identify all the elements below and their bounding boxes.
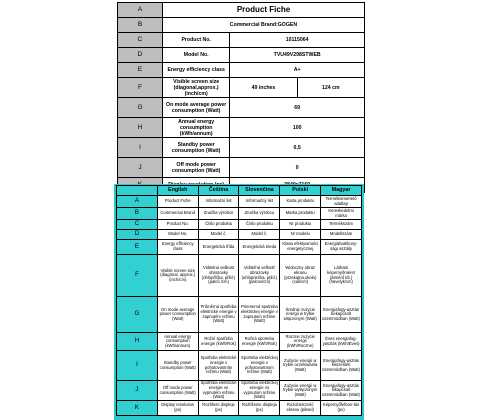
product-fiche-table — [117, 2, 365, 193]
fiche-row-g — [118, 98, 365, 118]
translation-cell: Product Fiche — [157, 196, 198, 208]
row-letter: E — [117, 240, 158, 255]
header-slovak: Slovenčina — [239, 186, 280, 196]
row-letter: I — [117, 351, 158, 381]
translation-cell: Annual energy consumption (kWh/annum) — [157, 333, 198, 351]
translation-cell: Energiahatékony-sági osztály — [321, 240, 362, 255]
translation-cell: On mode average power consumption (Watt) — [157, 297, 198, 333]
translation-cell: Średnie zużycie energii w trybie włączonym (Watt) — [280, 297, 321, 333]
translation-cell: Modellszám — [321, 230, 362, 240]
translation-cell: Nr produktu — [280, 220, 321, 230]
translation-cell: Energiafogy-asztás kikapcsolt üzemmódban (Watt) — [321, 381, 362, 401]
translation-cell: Energetická trieda — [239, 240, 280, 255]
translation-row — [117, 208, 362, 220]
translation-cell: Látható képernyőméret (átmérő kb.) (hüvelyk/cm) — [321, 255, 362, 297]
translation-cell: Energetická třída — [198, 240, 239, 255]
translation-cell: Informační list — [198, 196, 239, 208]
translation-cell: Energy efficiency class — [157, 240, 198, 255]
header-hungarian: Magyar — [321, 186, 362, 196]
header-polish: Polski — [280, 186, 321, 196]
translation-cell: Visible screen size (diagonal, approx.) (inch/cm) — [157, 255, 198, 297]
translation-cell: Képernyőfelbon-tás (px) — [321, 401, 362, 416]
translation-cell: Spotřeba elektrické energie ve vypnutém režimu (Watt) — [198, 381, 239, 401]
translation-cell: Spotřeba elektrické energie v pohotovostním režimu (Watt) — [198, 351, 239, 381]
row-letter: J — [118, 158, 163, 178]
field-label: Model No. — [163, 48, 230, 63]
translation-cell: Roční spotřeba energie (kWh/Rok) — [198, 333, 239, 351]
field-label: Energy efficiency class — [163, 63, 230, 78]
field-value: 10115064 — [230, 33, 365, 48]
translation-cell: Commercial Brand — [157, 208, 198, 220]
fiche-row-c — [118, 33, 365, 48]
translation-row — [117, 196, 362, 208]
field-value: TVU49V298STWEB — [230, 48, 365, 63]
fiche-row-d — [118, 48, 365, 63]
commercial-brand: Commercial Brand:GOGEN — [163, 18, 365, 33]
translation-cell: Kereskedelmi márka — [321, 208, 362, 220]
translation-header-row — [117, 186, 362, 196]
field-value: 0,5 — [230, 138, 365, 158]
row-letter: G — [118, 98, 163, 118]
row-letter: I — [118, 138, 163, 158]
row-letter: C — [118, 33, 163, 48]
translation-row — [117, 381, 362, 401]
translation-cell: Product No. — [157, 220, 198, 230]
translation-cell: Model č. — [198, 230, 239, 240]
translation-cell: Značka výrobce — [198, 208, 239, 220]
translation-cell: Termékismertető adatlap — [321, 196, 362, 208]
field-value: 100 — [230, 118, 365, 138]
field-value: A+ — [230, 63, 365, 78]
translation-cell: Rozlíšenie displeja (px) — [239, 401, 280, 416]
translation-cell: Číslo produktu — [198, 220, 239, 230]
field-label: Standby power consumption (Watt) — [163, 138, 230, 158]
translation-row — [117, 297, 362, 333]
translation-cell: Ročná spotreba energie (kWh/Rok) — [239, 333, 280, 351]
translation-cell: Model č. — [239, 230, 280, 240]
row-letter: J — [117, 381, 158, 401]
header-english: English — [157, 186, 198, 196]
translation-row — [117, 333, 362, 351]
translation-cell: Nr modelu — [280, 230, 321, 240]
translation-cell: Off mode power consumption (Watt) — [157, 381, 198, 401]
translation-cell: Widoczny obraz ekranu (przekątna,około) (cali/cm) — [280, 255, 321, 297]
translation-cell: Viditeľná veľkosť obrazovky (uhlopriečka, pribl.) (palcov/cm) — [239, 255, 280, 297]
translation-cell: Roczne zużycie energii (kWh/Roczne) — [280, 333, 321, 351]
field-label: Visible screen size (diagonal,approx.) (inch/cm) — [163, 78, 230, 98]
row-letter: F — [118, 78, 163, 98]
translation-cell: Zużycie energii w trybie wyłączonym (Watt) — [280, 381, 321, 401]
translation-cell: Spotreba elektrickej energie vo vypnutom režime (Watt) — [239, 381, 280, 401]
translation-row — [117, 220, 362, 230]
row-letter: E — [118, 63, 163, 78]
translation-cell: Rozlišení displeje (px) — [198, 401, 239, 416]
translation-cell: Klasa efektywności energetycznej — [280, 240, 321, 255]
translation-cell: Energiafogy-asztás bekapcsolt üzemmódban (Watt) — [321, 297, 362, 333]
row-letter: C — [117, 220, 158, 230]
fiche-row-a — [118, 3, 365, 18]
row-letter: B — [118, 18, 163, 33]
fiche-row-i — [118, 138, 365, 158]
fiche-row-j — [118, 158, 365, 178]
translation-cell: Model No. — [157, 230, 198, 240]
translation-row — [117, 230, 362, 240]
translation-cell: Éves energiafog-yasztás (kWh/Éves) — [321, 333, 362, 351]
translation-panel — [114, 184, 364, 420]
field-label: Product No. — [163, 33, 230, 48]
translation-cell: Termékszám — [321, 220, 362, 230]
translation-cell: Viditelná velikost obrazovky (úhlopříčka, přibl.) (palců /cm) — [198, 255, 239, 297]
translation-row — [117, 240, 362, 255]
row-letter: D — [117, 230, 158, 240]
row-letter: A — [118, 3, 163, 18]
fiche-row-e — [118, 63, 365, 78]
field-label: Annual energy consumption (kWh/annum) — [163, 118, 230, 138]
translation-cell: Zużycie energii w trybie oczekiwania (Watt) — [280, 351, 321, 381]
translation-cell: Spotreba elektrickej energie v pohotovostnom režime (Watt) — [239, 351, 280, 381]
translation-cell: Display resolution (px) — [157, 401, 198, 416]
fiche-title: Product Fiche — [163, 3, 365, 18]
translation-table — [116, 185, 362, 416]
translation-row — [117, 255, 362, 297]
translation-cell: Rozdzielczość ekranu (piksel) — [280, 401, 321, 416]
field-value: 69 — [230, 98, 365, 118]
field-value: 49 inches — [230, 78, 297, 98]
row-letter: F — [117, 255, 158, 297]
row-letter: H — [118, 118, 163, 138]
translation-cell: Značka výrobcu — [239, 208, 280, 220]
translation-cell: Standby power consumption (Watt) — [157, 351, 198, 381]
field-label: Off mode power consumption (Watt) — [163, 158, 230, 178]
row-letter: A — [117, 196, 158, 208]
translation-cell: Informačný list — [239, 196, 280, 208]
translation-cell: Karta produktu — [280, 196, 321, 208]
row-letter: H — [117, 333, 158, 351]
translation-row — [117, 351, 362, 381]
row-letter: B — [117, 208, 158, 220]
field-value-secondary: 124 cm — [297, 78, 364, 98]
translation-cell: Priemerná spotreba elektrickej energie v zapnutom režime (Watt) — [239, 297, 280, 333]
row-letter: D — [118, 48, 163, 63]
fiche-row-h — [118, 118, 365, 138]
fiche-row-b — [118, 18, 365, 33]
field-value: 0 — [230, 158, 365, 178]
translation-row — [117, 401, 362, 416]
row-letter: G — [117, 297, 158, 333]
header-corner — [117, 186, 158, 196]
row-letter: K — [117, 401, 158, 416]
translation-cell: Číslo produktu — [239, 220, 280, 230]
field-label: On mode average power consumption (Watt) — [163, 98, 230, 118]
fiche-row-f — [118, 78, 365, 98]
translation-cell: Energiafogy-asztás készenléti üzemmódban (Watt) — [321, 351, 362, 381]
translation-cell: Marka produktu — [280, 208, 321, 220]
translation-cell: Průměrná spotřeba elektrické energie v zapnutém režimu (Watt) — [198, 297, 239, 333]
header-czech: Čeština — [198, 186, 239, 196]
